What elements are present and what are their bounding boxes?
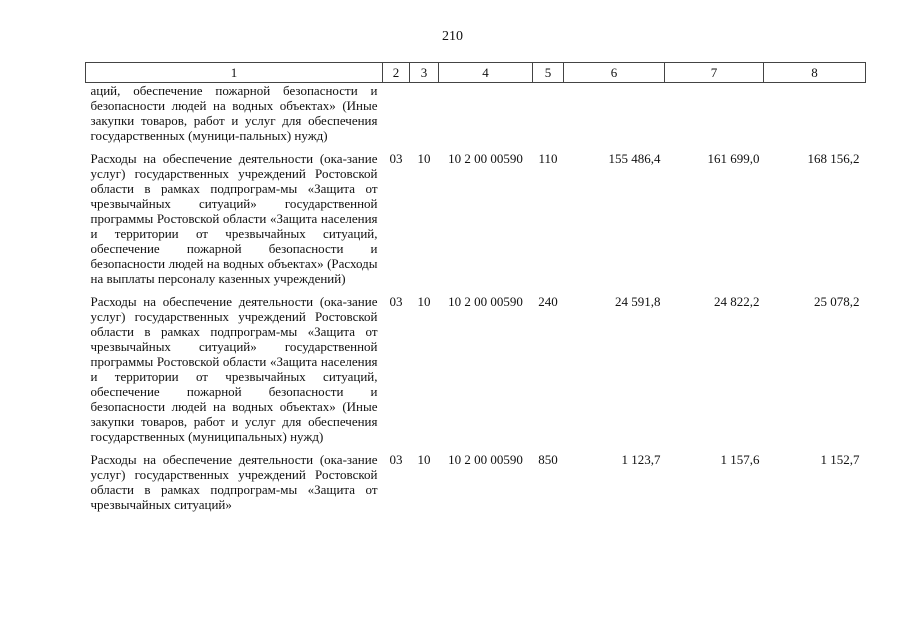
target-article-code: 10 2 00 00590 — [448, 294, 523, 309]
target-article-code — [439, 83, 533, 152]
column-header-7: 7 — [665, 63, 764, 83]
amount-year-1: 155 486,4 — [608, 151, 661, 166]
page-number: 210 — [442, 29, 463, 44]
expense-description: аций, обеспечение пожарной безопасности и безопасности людей на водных объектах» (Иные закупки товаров, работ и услуг для обеспечения государственных (муници-пальных) нужд) — [90, 83, 378, 143]
amount-year-3: 168 156,2 — [807, 151, 860, 166]
budget-table — [85, 62, 866, 512]
column-header-8: 8 — [764, 63, 866, 83]
amount-year-2: 1 157,6 — [720, 452, 760, 467]
expense-description: Расходы на обеспечение деятельности (ока-зание услуг) государственных учреждений Ростовской области в рамках подпрограм-мы «Защита от чрезвычайных ситуаций» государственной программы Ростовской области «Защита населения и территории от чрезвычайных ситуаций, обеспечение пожарной безопасности и безопасности людей на водных объектах» (Иные закупки товаров, работ и услуг для обеспечения государственных (муниципальных) нужд) — [90, 294, 378, 444]
expense-type-code: 110 — [538, 151, 558, 166]
amount-year-2: 161 699,0 — [707, 151, 760, 166]
section-code — [383, 83, 410, 152]
expense-type-code: 850 — [538, 452, 558, 467]
amount-year-2 — [665, 83, 764, 152]
table-row — [86, 151, 866, 294]
column-header-6: 6 — [564, 63, 665, 83]
amount-year-3: 1 152,7 — [820, 452, 860, 467]
expense-description: Расходы на обеспечение деятельности (ока-зание услуг) государственных учреждений Ростовской области в рамках подпрограм-мы «Защита от чрезвычайных ситуаций» — [90, 452, 378, 512]
column-header-3: 3 — [410, 63, 439, 83]
section-code: 03 — [389, 452, 403, 467]
section-code: 03 — [389, 151, 403, 166]
column-number-row — [86, 63, 866, 83]
column-header-1: 1 — [86, 63, 383, 83]
subsection-code: 10 — [417, 151, 431, 166]
target-article-code: 10 2 00 00590 — [448, 452, 523, 467]
table-row — [86, 452, 866, 512]
subsection-code — [410, 83, 439, 152]
column-header-4: 4 — [439, 63, 533, 83]
amount-year-2: 24 822,2 — [714, 294, 760, 309]
subsection-code: 10 — [417, 294, 431, 309]
subsection-code: 10 — [417, 452, 431, 467]
column-header-5: 5 — [533, 63, 564, 83]
amount-year-1: 1 123,7 — [621, 452, 661, 467]
table-row — [86, 294, 866, 452]
amount-year-1 — [564, 83, 665, 152]
table-row — [86, 83, 866, 152]
section-code: 03 — [389, 294, 403, 309]
expense-description: Расходы на обеспечение деятельности (ока-зание услуг) государственных учреждений Ростовской области в рамках подпрограм-мы «Защита от чрезвычайных ситуаций» государственной программы Ростовской области «Защита населения и территории от чрезвычайных ситуаций, обеспечение пожарной безопасности и безопасности людей на водных объектах» (Расходы на выплаты персоналу казенных учреждений) — [90, 151, 378, 286]
amount-year-3: 25 078,2 — [814, 294, 860, 309]
target-article-code: 10 2 00 00590 — [448, 151, 523, 166]
amount-year-1: 24 591,8 — [615, 294, 661, 309]
amount-year-3 — [764, 83, 866, 152]
column-header-2: 2 — [383, 63, 410, 83]
expense-type-code — [533, 83, 564, 152]
expense-type-code: 240 — [538, 294, 558, 309]
